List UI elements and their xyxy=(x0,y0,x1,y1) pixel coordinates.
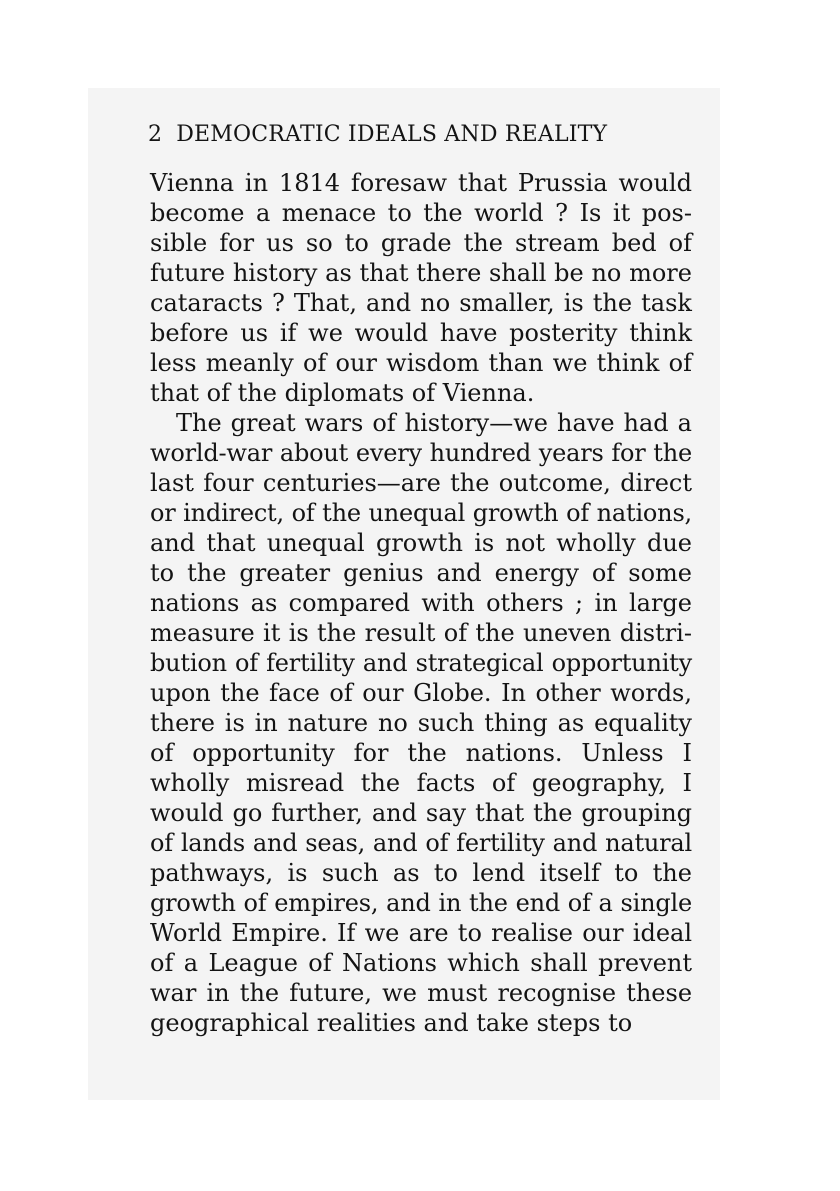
text-line: sible for us so to grade the stream bed of xyxy=(150,229,693,257)
text-line: growth of empires, and in the end of a single xyxy=(150,889,692,917)
text-line: before us if we would have posterity think xyxy=(150,319,693,347)
page-number: 2 xyxy=(148,122,163,147)
text-line: cataracts ? That, and no smaller, is the task xyxy=(150,289,692,317)
text-line: or indirect, of the unequal growth of nations, xyxy=(150,499,692,527)
text-line: last four centuries—are the outcome, direct xyxy=(150,469,692,497)
text-line: less meanly of our wisdom than we think of xyxy=(150,349,693,377)
text-line: bution of fertility and strategical opportunity xyxy=(150,649,692,677)
text-line: of opportunity for the nations. Unless I xyxy=(150,739,692,767)
text-line: Vienna in 1814 foresaw that Prussia would xyxy=(150,169,692,197)
text-line: geographical realities and take steps to xyxy=(150,1009,633,1037)
text-line: war in the future, we must recognise these xyxy=(150,979,693,1007)
text-line: upon the face of our Globe. In other words, xyxy=(150,679,692,707)
text-line: wholly misread the facts of geography, I xyxy=(150,769,692,797)
text-line: pathways, is such as to lend itself to the xyxy=(150,859,692,887)
text-line: World Empire. If we are to realise our ideal xyxy=(150,919,693,947)
text-line: future history as that there shall be no more xyxy=(150,259,692,287)
text-line: measure it is the result of the uneven distri- xyxy=(150,619,692,647)
text-line: The great wars of history—we have had a xyxy=(176,409,692,437)
text-line: that of the diplomats of Vienna. xyxy=(150,379,535,407)
running-header xyxy=(148,122,607,147)
text-line: of lands and seas, and of fertility and natural xyxy=(150,829,693,857)
text-line: nations as compared with others ; in large xyxy=(150,589,692,617)
running-head-title: DEMOCRATIC IDEALS AND REALITY xyxy=(176,122,608,147)
text-line: of a League of Nations which shall prevent xyxy=(150,949,692,977)
text-line: there is in nature no such thing as equality xyxy=(150,709,692,737)
body-text xyxy=(150,168,692,1038)
text-line: world-war about every hundred years for the xyxy=(150,439,692,467)
text-line: and that unequal growth is not wholly due xyxy=(150,529,692,557)
text-line: would go further, and say that the grouping xyxy=(150,799,693,827)
text-line: become a menace to the world ? Is it pos- xyxy=(150,199,692,227)
text-line: to the greater genius and energy of some xyxy=(150,559,692,587)
